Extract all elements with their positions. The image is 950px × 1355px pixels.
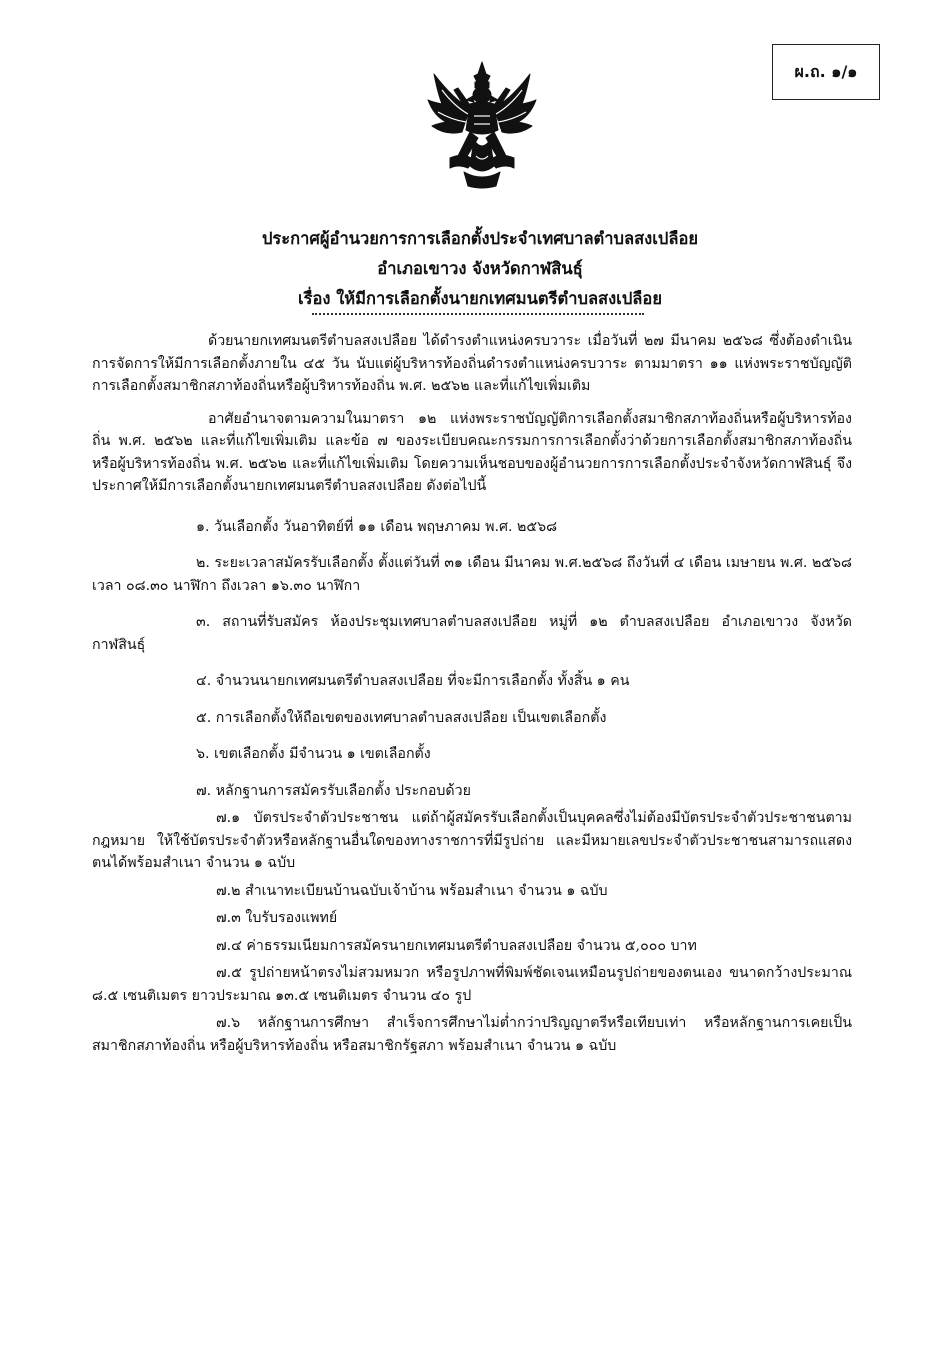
announcement-body <box>92 330 852 1057</box>
item-number-of-constituencies: ๖. เขตเลือกตั้ง มีจำนวน ๑ เขตเลือกตั้ง <box>196 746 431 762</box>
subitem-house-registration: ๗.๒ สำเนาทะเบียนบ้านฉบับเจ้าบ้าน พร้อมสำเนา จำนวน ๑ ฉบับ <box>216 882 608 899</box>
title-line-1: ประกาศผู้อำนวยการการเลือกตั้งประจำเทศบาลตำบลสงเปลือย <box>261 229 699 248</box>
garuda-emblem-icon <box>424 60 540 190</box>
item-required-documents: ๗. หลักฐานการสมัครรับเลือกตั้ง ประกอบด้วย <box>196 782 471 799</box>
announcement-title <box>120 224 840 314</box>
item-application-period: ๒. ระยะเวลาสมัครรับเลือกตั้ง ตั้งแต่วันที่ ๓๑ เดือน มีนาคม พ.ศ.๒๕๖๘ ถึงวันที่ ๔ เดือน เมษายน พ.ศ. ๒๕๖๘ เวลา ๐๘.๓๐ นาฬิกา ถึงเวลา ๑๖.๓๐ นาฬิกา <box>92 555 852 594</box>
paragraph-preamble: ด้วยนายกเทศมนตรีตำบลสงเปลือย ได้ดำรงตำแหน่งครบวาระ เมื่อวันที่ ๒๗ มีนาคม ๒๕๖๘ ซึ่งต้องดำเนินการจัดการให้มีการเลือกตั้งภายใน ๔๕ วัน นับแต่ผู้บริหารท้องถิ่นดำรงตำแหน่งครบวาระ ตามมาตรา ๑๑ แห่งพระราชบัญญัติการเลือกตั้งสมาชิกสภาท้องถิ่นหรือผู้บริหารท้องถิ่น พ.ศ. ๒๕๖๒ และที่แก้ไขเพิ่มเติม <box>92 333 852 394</box>
title-line-2: อำเภอเขาวง จังหวัดกาฬสินธุ์ <box>377 259 583 278</box>
item-constituency: ๕. การเลือกตั้งให้ถือเขตของเทศบาลตำบลสงเปลือย เป็นเขตเลือกตั้ง <box>196 709 607 726</box>
title-divider <box>312 313 644 315</box>
subitem-photographs: ๗.๕ รูปถ่ายหน้าตรงไม่สวมหมวก หรือรูปภาพที่พิมพ์ชัดเจนเหมือนรูปถ่ายของตนเอง ขนาดกว้างประมาณ ๘.๕ เซนติเมตร ยาวประมาณ ๑๓.๕ เซนติเมตร จำนวน ๔๐ รูป <box>92 965 852 1004</box>
subitem-education-evidence: ๗.๖ หลักฐานการศึกษา สำเร็จการศึกษาไม่ต่ำกว่าปริญญาตรีหรือเทียบเท่า หรือหลักฐานการเคยเป็นสมาชิกสภาท้องถิ่น หรือผู้บริหารท้องถิ่น หรือสมาชิกรัฐสภา พร้อมสำเนา จำนวน ๑ ฉบับ <box>92 1015 852 1054</box>
subitem-medical-certificate: ๗.๓ ใบรับรองแพทย์ <box>216 910 338 926</box>
form-code-box: ผ.ถ. ๑/๑ <box>772 44 880 100</box>
item-number-of-mayors: ๔. จำนวนนายกเทศมนตรีตำบลสงเปลือย ที่จะมีการเลือกตั้ง ทั้งสิ้น ๑ คน <box>196 673 630 689</box>
item-election-day: ๑. วันเลือกตั้ง วันอาทิตย์ที่ ๑๑ เดือน พฤษภาคม พ.ศ. ๒๕๖๘ <box>196 518 558 535</box>
paragraph-authority: อาศัยอำนาจตามความในมาตรา ๑๒ แห่งพระราชบัญญัติการเลือกตั้งสมาชิกสภาท้องถิ่นหรือผู้บริหารท้องถิ่น พ.ศ. ๒๕๖๒ และที่แก้ไขเพิ่มเติม และข้อ ๗ ของระเบียบคณะกรรมการการเลือกตั้งว่าด้วยการเลือกตั้งสมาชิกสภาท้องถิ่นหรือผู้บริหารท้องถิ่น พ.ศ. ๒๕๖๒ และที่แก้ไขเพิ่มเติม โดยความเห็นชอบของผู้อำนวยการการเลือกตั้งประจำจังหวัดกาฬสินธุ์ จึงประกาศให้มีการเลือกตั้งนายกเทศมนตรีตำบลสงเปลือย ดังต่อไปนี้ <box>92 410 852 494</box>
title-line-3: เรื่อง ให้มีการเลือกตั้งนายกเทศมนตรีตำบลสงเปลือย <box>298 289 662 308</box>
item-application-venue: ๓. สถานที่รับสมัคร ห้องประชุมเทศบาลตำบลสงเปลือย หมู่ที่ ๑๒ ตำบลสงเปลือย อำเภอเขาวง จังหวัดกาฬสินธุ์ <box>92 614 852 653</box>
subitem-id-card: ๗.๑ บัตรประจำตัวประชาชน แต่ถ้าผู้สมัครรับเลือกตั้งเป็นบุคคลซึ่งไม่ต้องมีบัตรประจำตัวประชาชนตามกฎหมาย ให้ใช้บัตรประจำตัวหรือหลักฐานอื่นใดของทางราชการที่มีรูปถ่าย และมีหมายเลขประจำตัวประชาชนสามารถแสดงตนได้พร้อมสำเนา จำนวน ๑ ฉบับ <box>92 810 852 871</box>
subitem-application-fee: ๗.๔ ค่าธรรมเนียมการสมัครนายกเทศมนตรีตำบลสงเปลือย จำนวน ๕,๐๐๐ บาท <box>216 937 697 954</box>
